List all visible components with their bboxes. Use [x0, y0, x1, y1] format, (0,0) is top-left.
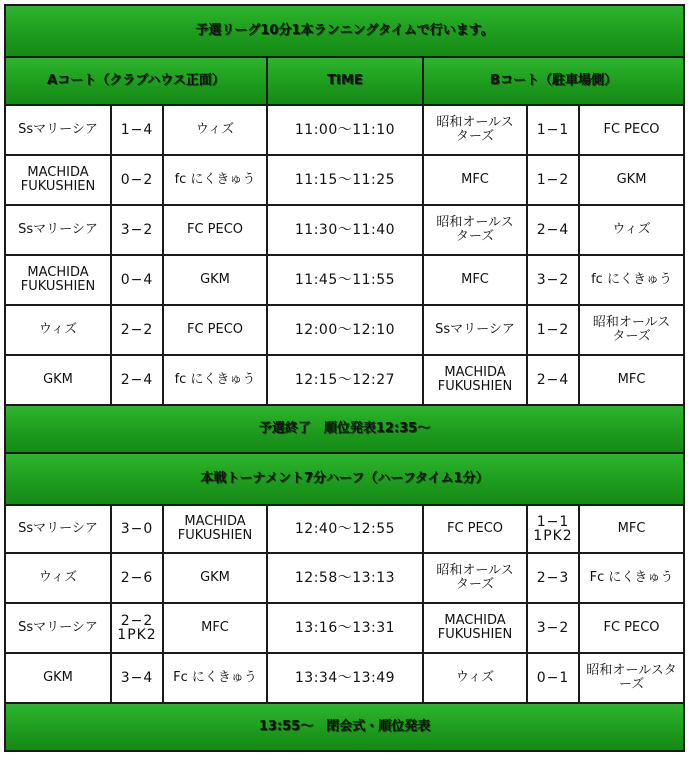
court-a-score: 3−0 [111, 505, 163, 553]
court-a-score: 2−2 [111, 305, 163, 355]
court-b-team2: fc にくきゅう [579, 255, 684, 305]
court-b-score: 2−3 [527, 553, 579, 603]
court-b-team2: Fc にくきゅう [579, 553, 684, 603]
court-a-score: 2−6 [111, 553, 163, 603]
court-a-score: 0−4 [111, 255, 163, 305]
court-b-team2: 昭和オールス ターズ [579, 305, 684, 355]
banner-bottom-row [5, 703, 684, 751]
match-time: 12:00〜12:10 [267, 305, 423, 355]
court-b-team2: ウィズ [579, 205, 684, 255]
prelim-match-row [5, 155, 684, 205]
court-b-team1: MFC [423, 255, 527, 305]
court-b-team1: 昭和オールス ターズ [423, 553, 527, 603]
court-b-team1: MACHIDA FUKUSHIEN [423, 603, 527, 653]
court-b-team2: FC PECO [579, 603, 684, 653]
match-time: 11:30〜11:40 [267, 205, 423, 255]
header-row [5, 57, 684, 105]
final-match-row [5, 603, 684, 653]
court-a-team2: GKM [163, 255, 267, 305]
prelim-match-row [5, 205, 684, 255]
banner-mid-row [5, 405, 684, 453]
court-a-team1: Ssマリーシア [5, 105, 111, 155]
court-b-score: 1−2 [527, 305, 579, 355]
court-b-team2: MFC [579, 505, 684, 553]
match-time: 13:34〜13:49 [267, 653, 423, 703]
court-b-score: 0−1 [527, 653, 579, 703]
final-match-row [5, 653, 684, 703]
court-a-team1: MACHIDA FUKUSHIEN [5, 255, 111, 305]
court-b-team2: FC PECO [579, 105, 684, 155]
match-time: 13:16〜13:31 [267, 603, 423, 653]
schedule-table [4, 4, 685, 752]
prelim-match-row [5, 255, 684, 305]
court-b-team1: FC PECO [423, 505, 527, 553]
prelim-match-row [5, 305, 684, 355]
banner-top: 予選リーグ10分1本ランニングタイムで行います。 [5, 5, 684, 57]
banner-tournament: 本戦トーナメント7分ハーフ（ハーフタイム1分） [5, 453, 684, 505]
court-b-team1: MFC [423, 155, 527, 205]
court-b-score: 1−1 1PK2 [527, 505, 579, 553]
final-match-row [5, 505, 684, 553]
match-time: 11:15〜11:25 [267, 155, 423, 205]
court-b-team1: ウィズ [423, 653, 527, 703]
court-b-score: 3−2 [527, 255, 579, 305]
court-a-team2: fc にくきゅう [163, 355, 267, 405]
court-a-team2: MACHIDA FUKUSHIEN [163, 505, 267, 553]
court-a-team2: GKM [163, 553, 267, 603]
prelim-match-row [5, 355, 684, 405]
header-court-b: Bコート（駐車場側） [423, 57, 684, 105]
court-b-score: 1−2 [527, 155, 579, 205]
court-b-team2: GKM [579, 155, 684, 205]
court-a-team2: FC PECO [163, 205, 267, 255]
banner-top-row [5, 5, 684, 57]
court-b-team1: Ssマリーシア [423, 305, 527, 355]
court-b-score: 2−4 [527, 205, 579, 255]
court-a-team1: ウィズ [5, 305, 111, 355]
court-b-score: 2−4 [527, 355, 579, 405]
court-a-score: 2−2 1PK2 [111, 603, 163, 653]
match-time: 11:00〜11:10 [267, 105, 423, 155]
court-a-score: 3−4 [111, 653, 163, 703]
court-b-score: 3−2 [527, 603, 579, 653]
court-a-team2: MFC [163, 603, 267, 653]
court-b-team1: 昭和オールス ターズ [423, 105, 527, 155]
court-b-team1: 昭和オールス ターズ [423, 205, 527, 255]
match-time: 11:45〜11:55 [267, 255, 423, 305]
court-a-team1: ウィズ [5, 553, 111, 603]
court-a-team1: MACHIDA FUKUSHIEN [5, 155, 111, 205]
court-a-score: 3−2 [111, 205, 163, 255]
court-a-team2: fc にくきゅう [163, 155, 267, 205]
court-b-team1: MACHIDA FUKUSHIEN [423, 355, 527, 405]
banner-tournament-row [5, 453, 684, 505]
final-match-row [5, 553, 684, 603]
header-court-a: Aコート（クラブハウス正面） [5, 57, 267, 105]
court-b-team2: MFC [579, 355, 684, 405]
court-a-team1: Ssマリーシア [5, 205, 111, 255]
court-a-team1: Ssマリーシア [5, 603, 111, 653]
court-a-team2: FC PECO [163, 305, 267, 355]
court-a-score: 2−4 [111, 355, 163, 405]
match-time: 12:58〜13:13 [267, 553, 423, 603]
banner-prelim-end: 予選終了 順位発表12:35〜 [5, 405, 684, 453]
court-a-score: 0−2 [111, 155, 163, 205]
match-time: 12:40〜12:55 [267, 505, 423, 553]
court-a-score: 1−4 [111, 105, 163, 155]
court-a-team1: GKM [5, 355, 111, 405]
court-a-team2: ウィズ [163, 105, 267, 155]
prelim-match-row [5, 105, 684, 155]
court-a-team2: Fc にくきゅう [163, 653, 267, 703]
header-time: TIME [267, 57, 423, 105]
banner-closing: 13:55〜 閉会式・順位発表 [5, 703, 684, 751]
court-a-team1: Ssマリーシア [5, 505, 111, 553]
match-time: 12:15〜12:27 [267, 355, 423, 405]
court-b-team2: 昭和オールスタ ーズ [579, 653, 684, 703]
court-b-score: 1−1 [527, 105, 579, 155]
court-a-team1: GKM [5, 653, 111, 703]
